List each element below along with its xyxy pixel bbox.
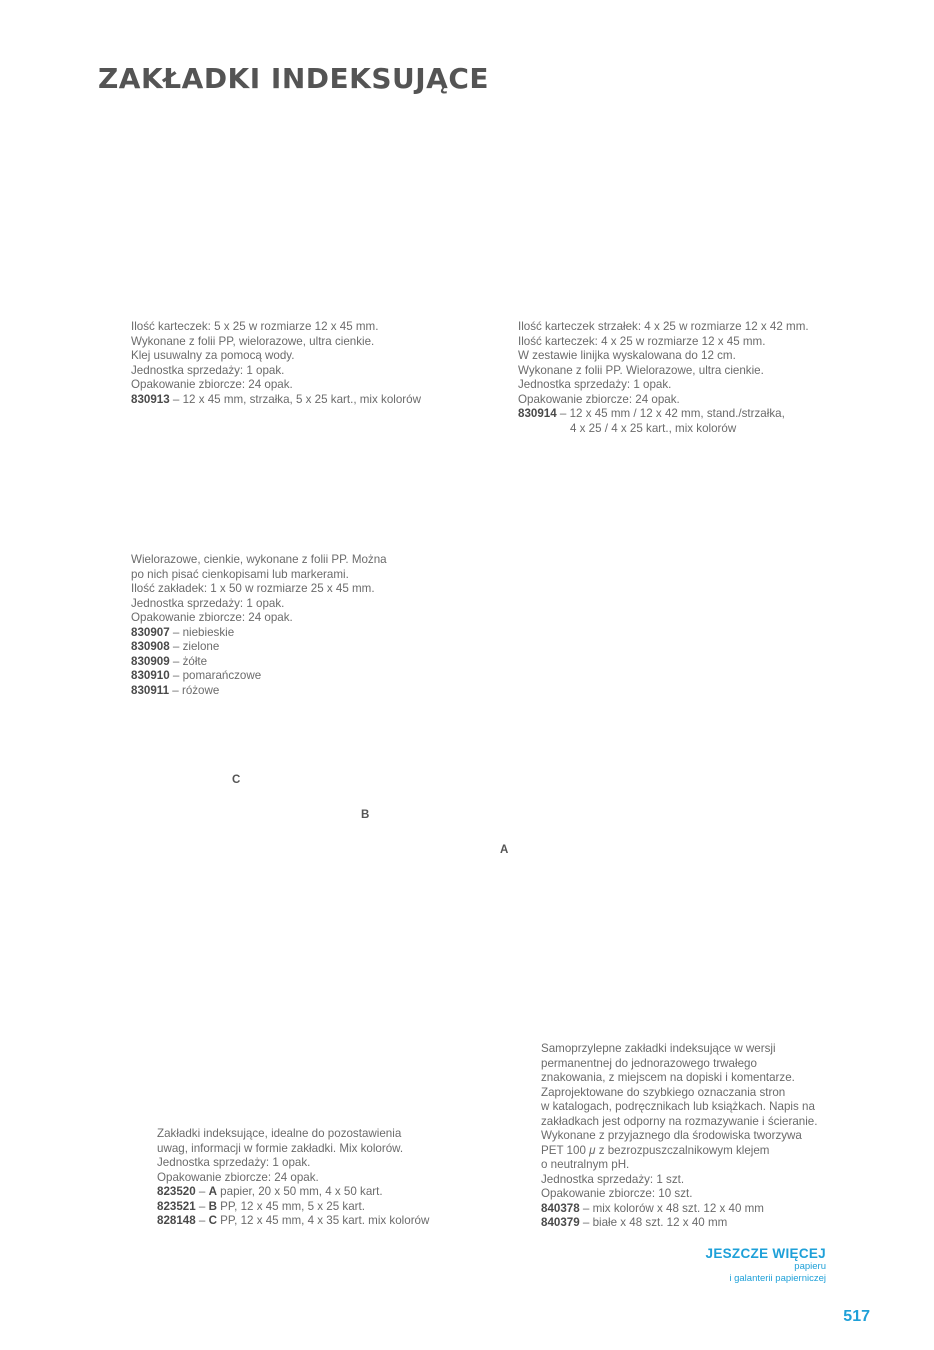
product-description-823520	[157, 1127, 429, 1229]
product-code-line	[157, 1214, 429, 1229]
product-code: 823521	[157, 1199, 196, 1213]
product-variant: – 12 x 45 mm, strzałka, 5 x 25 kart., mix kolorów	[169, 392, 421, 406]
desc-line: Ilość zakładek: 1 x 50 w rozmiarze 25 x 45 mm.	[131, 582, 375, 595]
desc-line: Wielorazowe, cienkie, wykonane z folii PP. Można	[131, 553, 387, 566]
desc-line: Jednostka sprzedaży: 1 szt.	[541, 1172, 685, 1186]
product-code-line	[157, 1200, 429, 1215]
desc-line: Wykonane z folii PP, wielorazowe, ultra cienkie.	[131, 334, 375, 348]
product-variant: – niebieskie	[169, 625, 235, 639]
product-code: 830910	[131, 669, 170, 682]
product-variant: – pomarańczowe	[169, 669, 262, 682]
product-code: 840379	[541, 1216, 580, 1229]
product-variant: papier, 20 x 50 mm, 4 x 50 kart.	[216, 1185, 383, 1198]
product-code-line	[131, 669, 387, 684]
product-code-line	[541, 1202, 817, 1217]
product-code: 830907	[131, 625, 170, 639]
desc-line: w katalogach, podręcznikach lub książkach. Napis na	[541, 1100, 815, 1113]
desc-line: Ilość karteczek: 5 x 25 w rozmiarze 12 x 45 mm.	[131, 320, 379, 333]
desc-line: Wykonane z przyjaznego dla środowiska tworzywa	[541, 1129, 802, 1142]
desc-line: permanentnej do jednorazowego trwałego	[541, 1056, 757, 1070]
desc-line: Wykonane z folii PP. Wielorazowe, ultra cienkie.	[518, 363, 764, 377]
variant-letter: B	[208, 1199, 217, 1213]
product-description-830907	[131, 553, 387, 698]
product-code: 823520	[157, 1185, 196, 1198]
product-code: 830911	[131, 683, 170, 697]
desc-line: Samoprzylepne zakładki indeksujące w wersji	[541, 1042, 776, 1055]
product-code: 830908	[131, 640, 170, 653]
variant-letter: C	[208, 1214, 217, 1227]
product-code: 830909	[131, 654, 170, 668]
micron-symbol: μ	[589, 1143, 596, 1157]
product-code-line	[131, 393, 421, 408]
desc-line: Jednostka sprzedaży: 1 opak.	[157, 1156, 311, 1169]
desc-line: po nich pisać cienkopisami lub markerami.	[131, 567, 349, 581]
desc-line: Jednostka sprzedaży: 1 opak.	[131, 596, 285, 610]
product-code-line	[131, 684, 387, 699]
product-code-line	[157, 1185, 429, 1200]
desc-line: Zakładki indeksujące, idealne do pozostawienia	[157, 1127, 402, 1140]
pet-text: PET 100	[541, 1143, 590, 1157]
product-code-line	[131, 626, 387, 641]
desc-line: uwag, informacji w formie zakładki. Mix kolorów.	[157, 1141, 404, 1155]
desc-line: zakładkach jest odporny na rozmazywanie i ścieranie.	[541, 1114, 818, 1128]
desc-line: Jednostka sprzedaży: 1 opak.	[131, 363, 285, 377]
separator: –	[195, 1185, 209, 1198]
pet-text: z bezrozpuszczalnikowym klejem	[595, 1143, 770, 1157]
product-code-line	[131, 655, 387, 670]
product-variant: – zielone	[169, 640, 220, 653]
separator: –	[195, 1199, 209, 1213]
product-variant-continued: 4 x 25 / 4 x 25 kart., mix kolorów	[570, 421, 737, 435]
desc-line: Opakowanie zbiorcze: 10 szt.	[541, 1187, 693, 1200]
page-title: ZAKŁADKI INDEKSUJĄCE	[98, 62, 490, 95]
more-products-link[interactable]	[706, 1246, 826, 1285]
desc-line: Opakowanie zbiorcze: 24 opak.	[131, 611, 293, 624]
image-label-b: B	[361, 809, 370, 821]
product-variant: – różowe	[169, 683, 220, 697]
product-code-line	[541, 1216, 817, 1231]
desc-line: Jednostka sprzedaży: 1 opak.	[518, 378, 672, 391]
product-variant: PP, 12 x 45 mm, 4 x 35 kart. mix kolorów	[216, 1214, 430, 1227]
separator: –	[195, 1214, 209, 1227]
product-code-line	[518, 407, 809, 422]
product-description-830913	[131, 320, 421, 407]
desc-line: W zestawie linijka wyskalowana do 12 cm.	[518, 349, 736, 362]
page-number: 517	[843, 1308, 870, 1325]
more-sub: i galanterii papierniczej	[729, 1273, 826, 1284]
desc-line: Klej usuwalny za pomocą wody.	[131, 349, 295, 362]
variant-letter: A	[208, 1185, 217, 1198]
product-code: 830914	[518, 407, 557, 420]
desc-line: Ilość karteczek strzałek: 4 x 25 w rozmiarze 12 x 42 mm.	[518, 320, 809, 333]
product-variant: PP, 12 x 45 mm, 5 x 25 kart.	[216, 1199, 365, 1213]
product-code-line	[131, 640, 387, 655]
image-label-c: C	[232, 774, 241, 786]
desc-line: Zaprojektowane do szybkiego oznaczania stron	[541, 1085, 786, 1099]
product-variant: – mix kolorów x 48 szt. 12 x 40 mm	[579, 1201, 764, 1215]
product-variant: – białe x 48 szt. 12 x 40 mm	[579, 1216, 728, 1229]
desc-line: Opakowanie zbiorcze: 24 opak.	[157, 1170, 319, 1184]
product-description-840378	[541, 1042, 817, 1231]
product-code: 828148	[157, 1214, 196, 1227]
desc-line	[541, 1144, 817, 1159]
product-variant: – 12 x 45 mm / 12 x 42 mm, stand./strzałka,	[556, 407, 785, 420]
product-description-830914	[518, 320, 809, 436]
more-sub: papieru	[794, 1261, 826, 1272]
desc-line: znakowania, z miejscem na dopiski i komentarze.	[541, 1071, 795, 1084]
desc-line: Opakowanie zbiorcze: 24 opak.	[131, 378, 293, 391]
desc-line: Opakowanie zbiorcze: 24 opak.	[518, 392, 680, 406]
more-heading: JESZCZE WIĘCEJ	[705, 1246, 826, 1261]
product-code: 830913	[131, 392, 170, 406]
image-label-a: A	[500, 844, 509, 856]
product-code: 840378	[541, 1201, 580, 1215]
desc-line: Ilość karteczek: 4 x 25 w rozmiarze 12 x 45 mm.	[518, 334, 766, 348]
product-variant: – żółte	[169, 654, 208, 668]
desc-line: o neutralnym pH.	[541, 1158, 630, 1171]
